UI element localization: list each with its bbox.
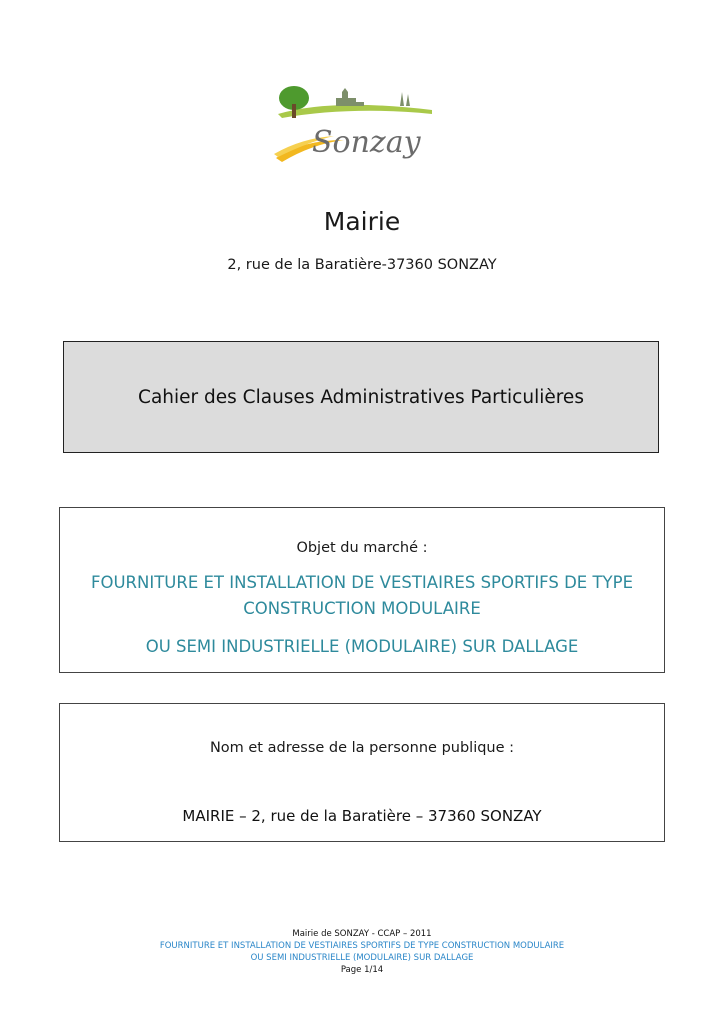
contract-object-box — [59, 507, 665, 673]
footer-line-1: Mairie de SONZAY - CCAP – 2011 — [292, 929, 432, 939]
mairie-address: 2, rue de la Baratière-37360 SONZAY — [227, 257, 497, 273]
document-type-box — [63, 341, 659, 453]
public-entity-label: Nom et adresse de la personne publique : — [209, 740, 515, 756]
footer-line-3: OU SEMI INDUSTRIELLE (MODULAIRE) SUR DALLAGE — [250, 953, 474, 963]
object-line-2: CONSTRUCTION MODULAIRE — [243, 599, 481, 618]
object-line-1: FOURNITURE ET INSTALLATION DE VESTIAIRES SPORTIFS DE TYPE — [90, 573, 634, 592]
object-label: Objet du marché : — [296, 540, 428, 556]
village-icon — [336, 88, 364, 106]
page-number: Page 1/14 — [340, 965, 384, 975]
object-line-3: OU SEMI INDUSTRIELLE (MODULAIRE) SUR DALLAGE — [145, 637, 579, 656]
public-entity-value: MAIRIE – 2, rue de la Baratière – 37360 SONZAY — [182, 807, 542, 825]
sonzay-logo — [272, 84, 434, 166]
page-title: Mairie — [323, 207, 401, 236]
page-footer — [0, 928, 724, 976]
footer-line-2: FOURNITURE ET INSTALLATION DE VESTIAIRES SPORTIFS DE TYPE CONSTRUCTION MODULAIRE — [159, 941, 565, 951]
sonzay-logo-graphic — [272, 84, 434, 166]
logo-text: Sonzay — [312, 125, 421, 160]
document-type-title: Cahier des Clauses Administratives Particulières — [138, 386, 584, 408]
public-entity-box — [59, 703, 665, 842]
